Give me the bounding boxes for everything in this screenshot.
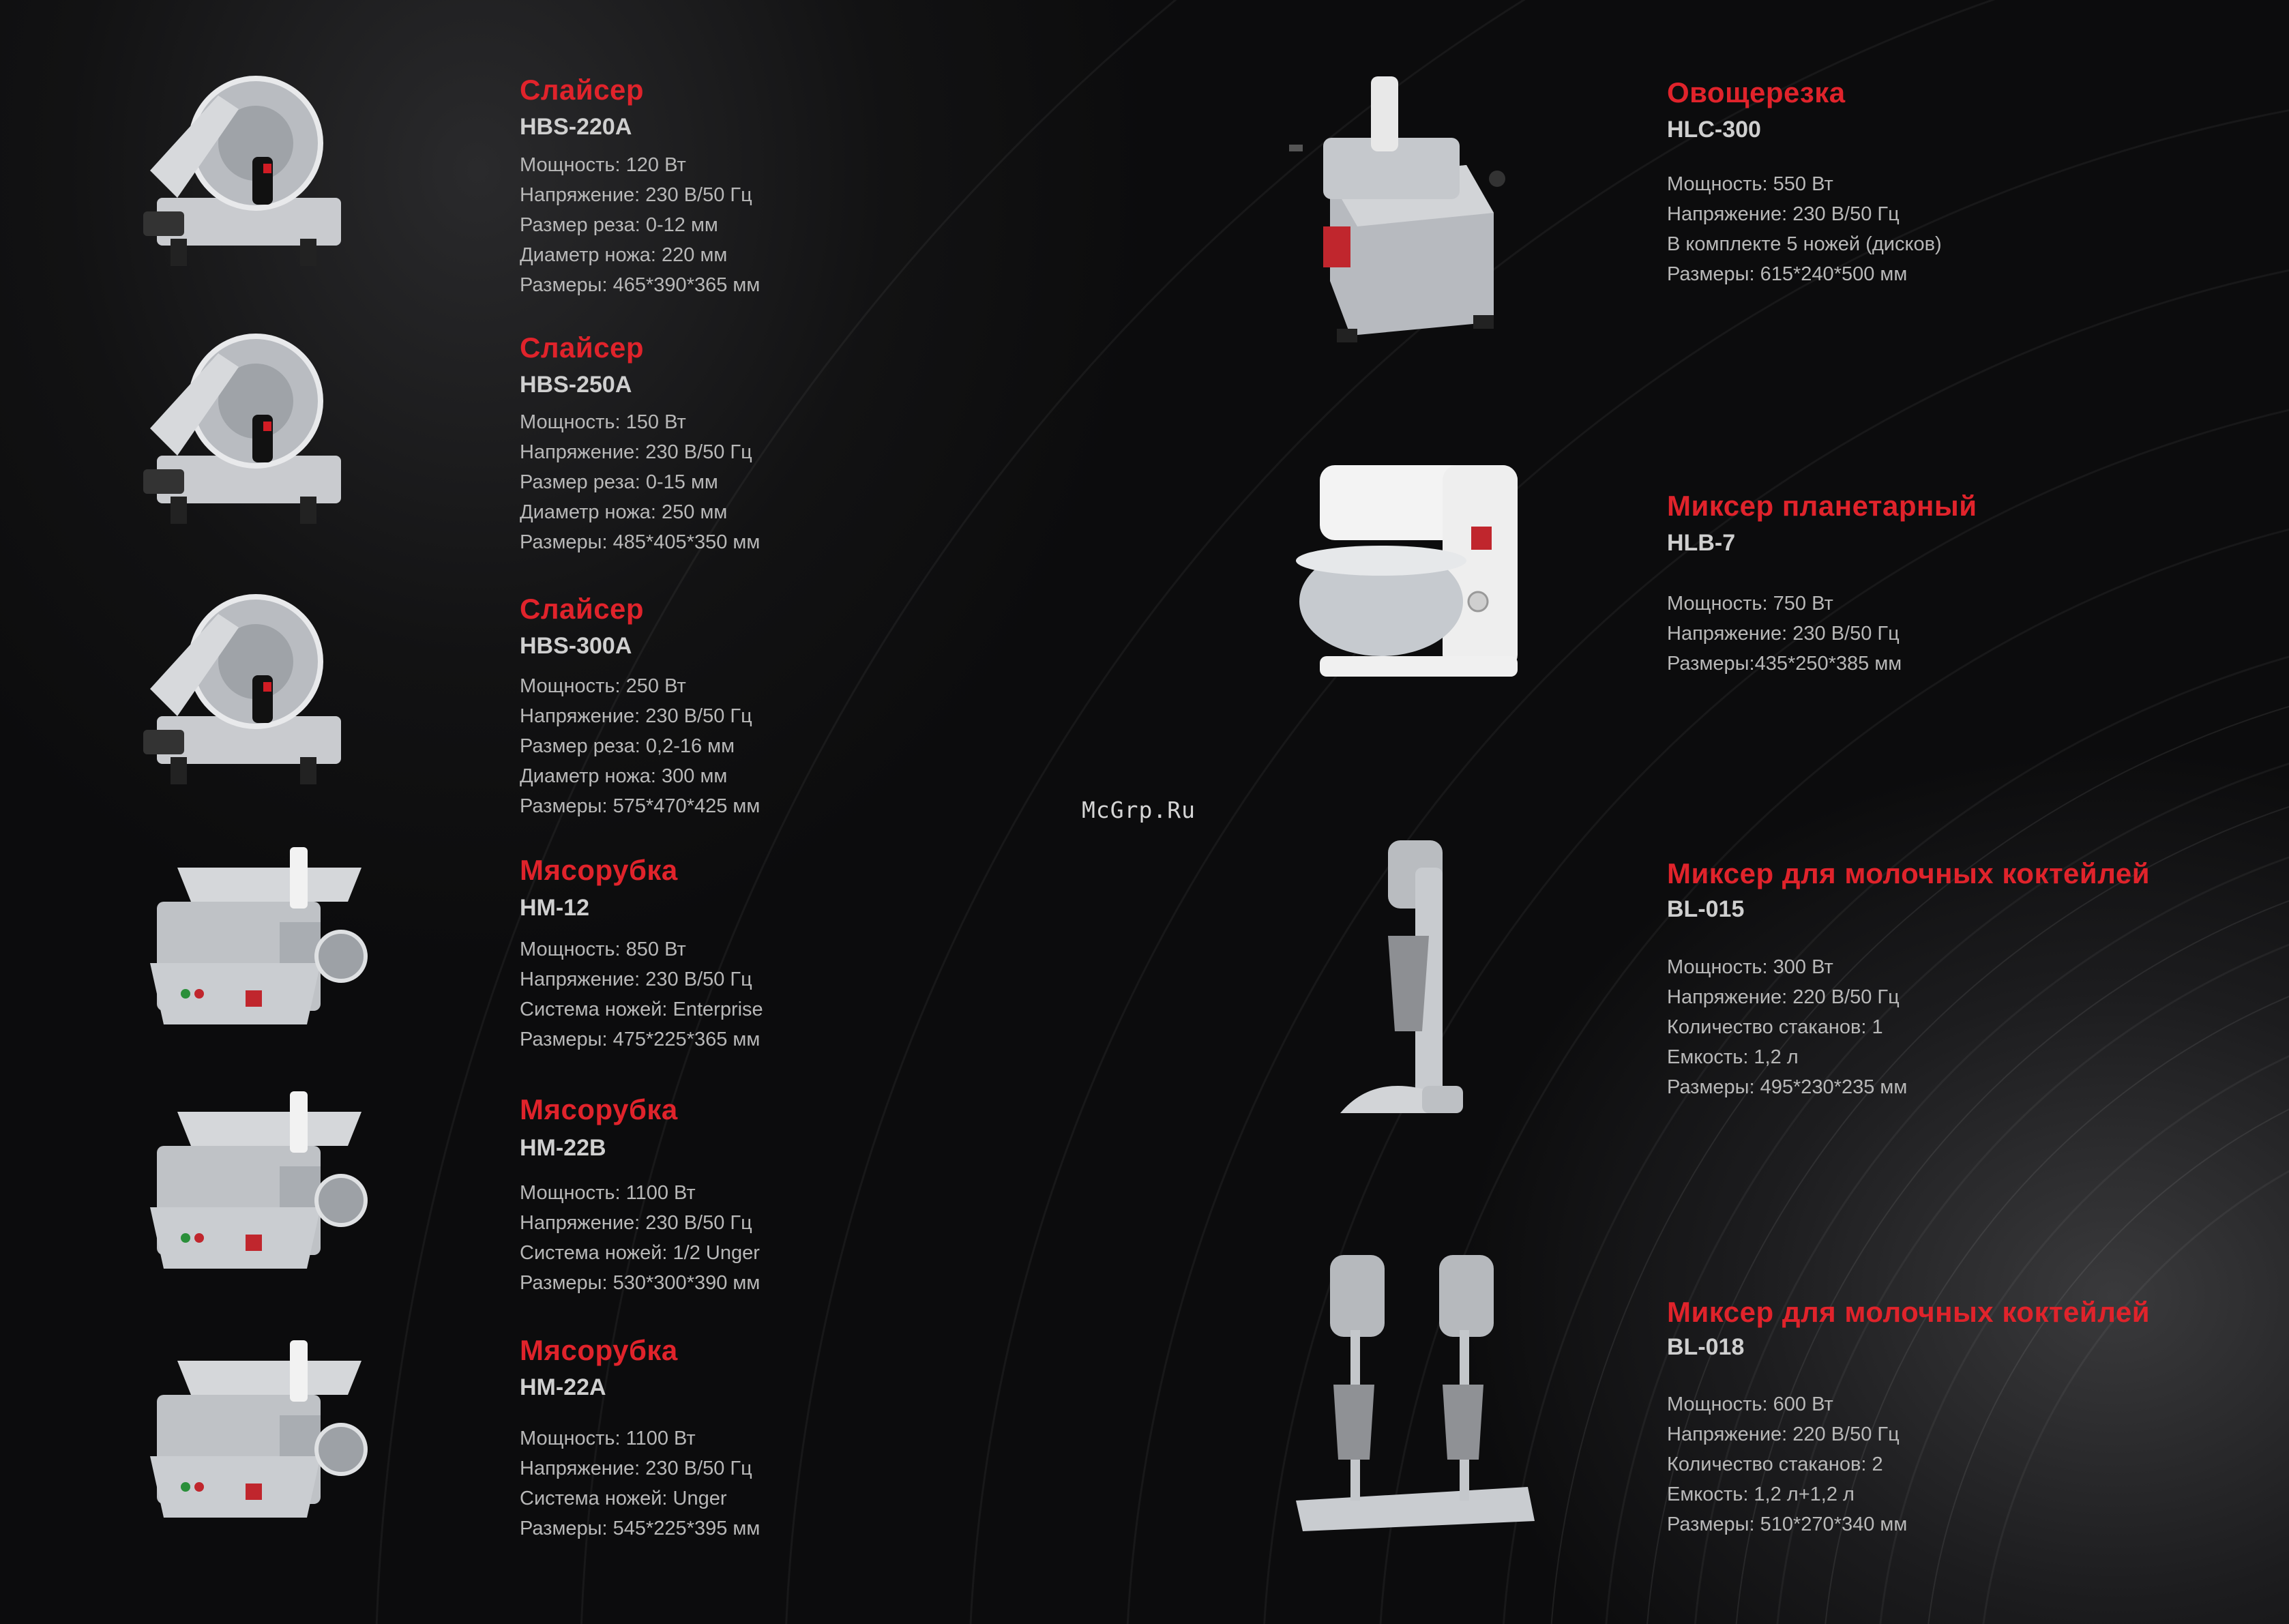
meat-grinder-icon <box>143 1333 368 1538</box>
spec-line: Количество стаканов: 1 <box>1667 1016 1883 1038</box>
spec-line: Емкость: 1,2 л <box>1667 1046 1799 1068</box>
spec-line: Мощность: 120 Вт <box>520 154 686 176</box>
product-model: BL-018 <box>1667 1334 1745 1360</box>
spec-line: Система ножей: Enterprise <box>520 999 763 1020</box>
spec-line: Размеры: 465*390*365 мм <box>520 274 760 296</box>
spec-line: Мощность: 1100 Вт <box>520 1182 696 1204</box>
product-specs <box>520 1423 760 1544</box>
spec-line: Размеры: 530*300*390 мм <box>520 1272 760 1294</box>
vegetable-cutter-icon <box>1289 76 1521 349</box>
product-specs <box>1667 169 1942 289</box>
spec-line: Мощность: 750 Вт <box>1667 593 1833 615</box>
product-specs <box>520 150 760 300</box>
slicer-icon <box>136 68 368 286</box>
spec-line: Система ножей: 1/2 Unger <box>520 1242 760 1264</box>
watermark: McGrp.Ru <box>1082 797 1196 823</box>
product-title: Миксер для молочных коктейлей <box>1667 857 2151 889</box>
product-specs <box>520 671 760 821</box>
product-model: HBS-300A <box>520 633 632 659</box>
spec-line: Мощность: 850 Вт <box>520 939 686 960</box>
spec-line: Мощность: 550 Вт <box>1667 173 1833 195</box>
product-title: Мясорубка <box>520 1093 678 1125</box>
spec-line: Размер реза: 0,2-16 мм <box>520 735 735 757</box>
spec-line: Напряжение: 230 В/50 Гц <box>520 184 752 206</box>
spec-line: Размеры: 575*470*425 мм <box>520 795 760 817</box>
spec-line: Размеры: 475*225*365 мм <box>520 1029 760 1050</box>
product-title: Миксер для молочных коктейлей <box>1667 1296 2151 1328</box>
spec-line: Емкость: 1,2 л+1,2 л <box>1667 1483 1855 1505</box>
spec-line: Мощность: 600 Вт <box>1667 1393 1833 1415</box>
product-specs <box>1667 1389 1907 1539</box>
spec-line: Напряжение: 230 В/50 Гц <box>520 969 752 990</box>
product-title: Слайсер <box>520 74 645 106</box>
product-title: Миксер планетарный <box>1667 490 1977 522</box>
spec-line: Размеры: 485*405*350 мм <box>520 531 760 553</box>
spec-line: Напряжение: 230 В/50 Гц <box>520 705 752 727</box>
spec-line: Диаметр ножа: 300 мм <box>520 765 728 787</box>
product-title: Слайсер <box>520 593 645 625</box>
product-model: HM-12 <box>520 895 590 921</box>
product-model: HLC-300 <box>1667 117 1761 143</box>
product-model: HBS-220A <box>520 114 632 140</box>
product-title: Слайсер <box>520 331 645 364</box>
spec-line: Размер реза: 0-15 мм <box>520 471 718 493</box>
spec-line: Размеры: 545*225*395 мм <box>520 1518 760 1539</box>
spec-line: Напряжение: 220 В/50 Гц <box>1667 1423 1900 1445</box>
product-model: HM-22B <box>520 1135 606 1161</box>
product-model: HM-22A <box>520 1374 606 1400</box>
spec-line: Количество стаканов: 2 <box>1667 1453 1883 1475</box>
spec-line: Напряжение: 230 В/50 Гц <box>1667 623 1900 645</box>
spec-line: Размеры: 495*230*235 мм <box>1667 1076 1908 1098</box>
planetary-mixer-icon <box>1293 458 1524 683</box>
product-specs <box>1667 589 1902 679</box>
spec-line: В комплекте 5 ножей (дисков) <box>1667 233 1942 255</box>
milkshake-mixer-icon <box>1333 840 1490 1127</box>
spec-line: Напряжение: 230 В/50 Гц <box>520 1458 752 1479</box>
spec-line: Диаметр ножа: 250 мм <box>520 501 728 523</box>
product-specs <box>520 934 763 1054</box>
meat-grinder-icon <box>143 1084 368 1289</box>
spec-line: Система ножей: Unger <box>520 1488 727 1509</box>
product-title: Мясорубка <box>520 854 678 886</box>
spec-line: Размер реза: 0-12 мм <box>520 214 718 236</box>
product-model: HLB-7 <box>1667 530 1736 556</box>
spec-line: Мощность: 1100 Вт <box>520 1428 696 1449</box>
spec-line: Напряжение: 230 В/50 Гц <box>520 1212 752 1234</box>
spec-line: Напряжение: 230 В/50 Гц <box>1667 203 1900 225</box>
product-specs <box>1667 952 1907 1102</box>
product-title: Мясорубка <box>520 1334 678 1366</box>
spec-line: Напряжение: 230 В/50 Гц <box>520 441 752 463</box>
spec-line: Мощность: 300 Вт <box>1667 956 1833 978</box>
spec-line: Напряжение: 220 В/50 Гц <box>1667 986 1900 1008</box>
spec-line: Размеры: 615*240*500 мм <box>1667 263 1908 285</box>
spec-line: Мощность: 150 Вт <box>520 411 686 433</box>
spec-line: Диаметр ножа: 220 мм <box>520 244 728 266</box>
slicer-icon <box>136 587 368 805</box>
meat-grinder-icon <box>143 840 368 1045</box>
spec-line: Размеры: 510*270*340 мм <box>1667 1514 1908 1535</box>
product-specs <box>520 407 760 557</box>
slicer-icon <box>136 326 368 544</box>
product-specs <box>520 1178 760 1298</box>
product-model: BL-015 <box>1667 896 1745 922</box>
spec-line: Размеры:435*250*385 мм <box>1667 653 1902 675</box>
product-model: HBS-250A <box>520 372 632 398</box>
product-title: Овощерезка <box>1667 76 1846 108</box>
double-milkshake-mixer-icon <box>1289 1248 1541 1535</box>
spec-line: Мощность: 250 Вт <box>520 675 686 697</box>
